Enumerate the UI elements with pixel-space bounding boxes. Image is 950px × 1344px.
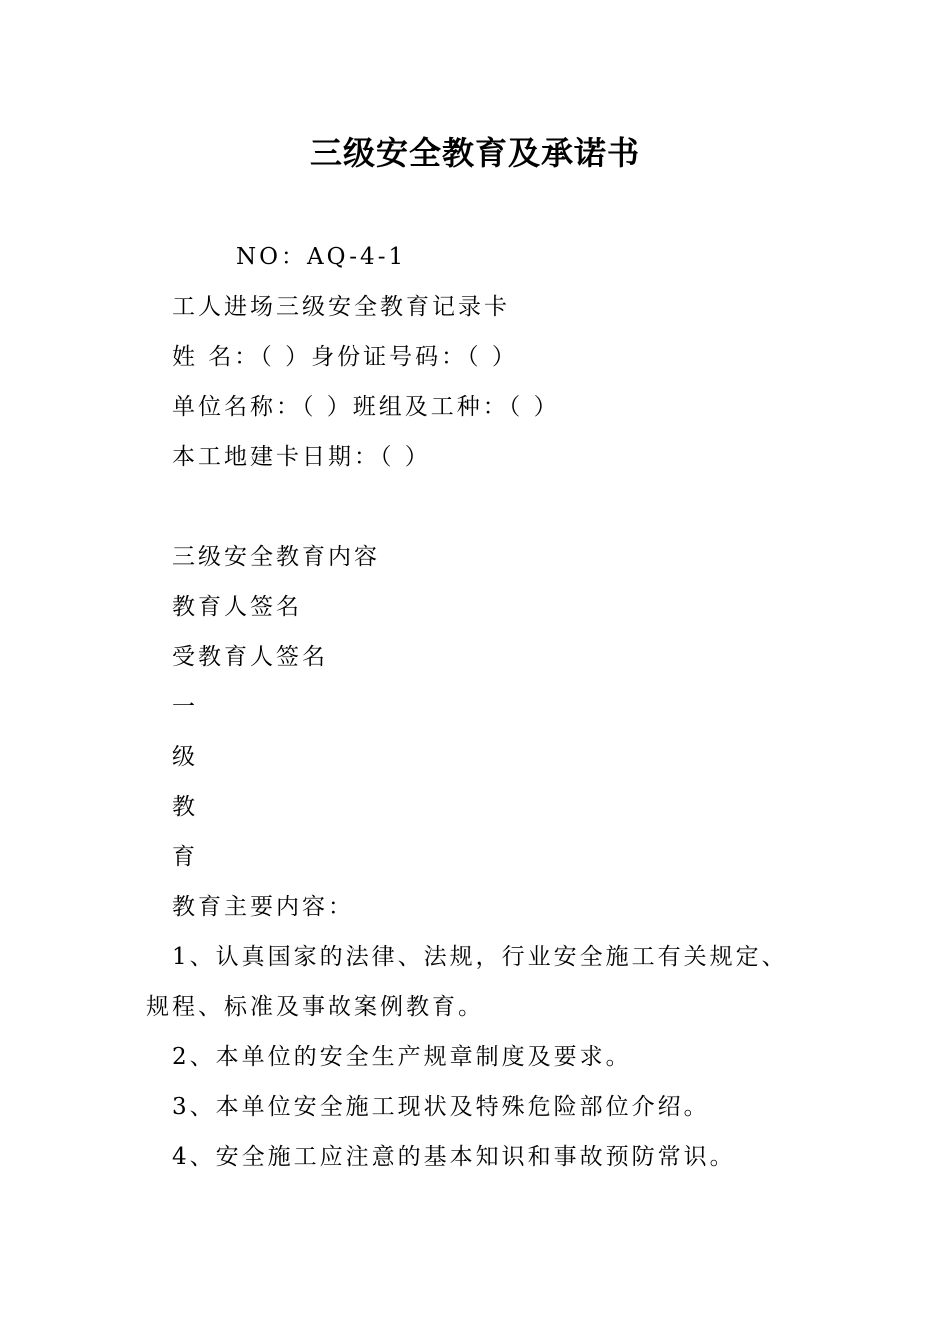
record-card-title: 工人进场三级安全教育记录卡 (172, 294, 510, 320)
name-id-line: 姓 名：（ ）身份证号码：（ ） (172, 344, 518, 370)
content-item-3: 3、本单位安全施工现状及特殊危险部位介绍。 (172, 1094, 710, 1120)
content-item-2: 2、本单位的安全生产规章制度及要求。 (172, 1044, 632, 1070)
main-content-heading: 教育主要内容： (172, 894, 354, 920)
content-item-4: 4、安全施工应注意的基本知识和事故预防常识。 (172, 1144, 736, 1170)
unit-team-line: 单位名称：（ ）班组及工种：（ ） (172, 394, 560, 420)
blank-line (146, 482, 810, 532)
document-number: NO：AQ-4-1 (236, 244, 407, 270)
content-item-1: 1、认真国家的法律、法规，行业安全施工有关规定、规程、标准及事故案例教育。 (146, 944, 788, 1020)
education-content-heading: 三级安全教育内容 (172, 544, 380, 570)
trainee-signature-label: 受教育人签名 (172, 644, 328, 670)
level-char-3: 教 (172, 794, 198, 820)
card-date-line: 本工地建卡日期：（ ） (172, 444, 431, 470)
educator-signature-label: 教育人签名 (172, 594, 302, 620)
document-body (146, 232, 810, 1182)
document-title: 三级安全教育及承诺书 (309, 134, 640, 172)
level-char-4: 育 (172, 844, 198, 870)
level-char-2: 级 (172, 744, 198, 770)
level-char-1: 一 (172, 694, 198, 720)
